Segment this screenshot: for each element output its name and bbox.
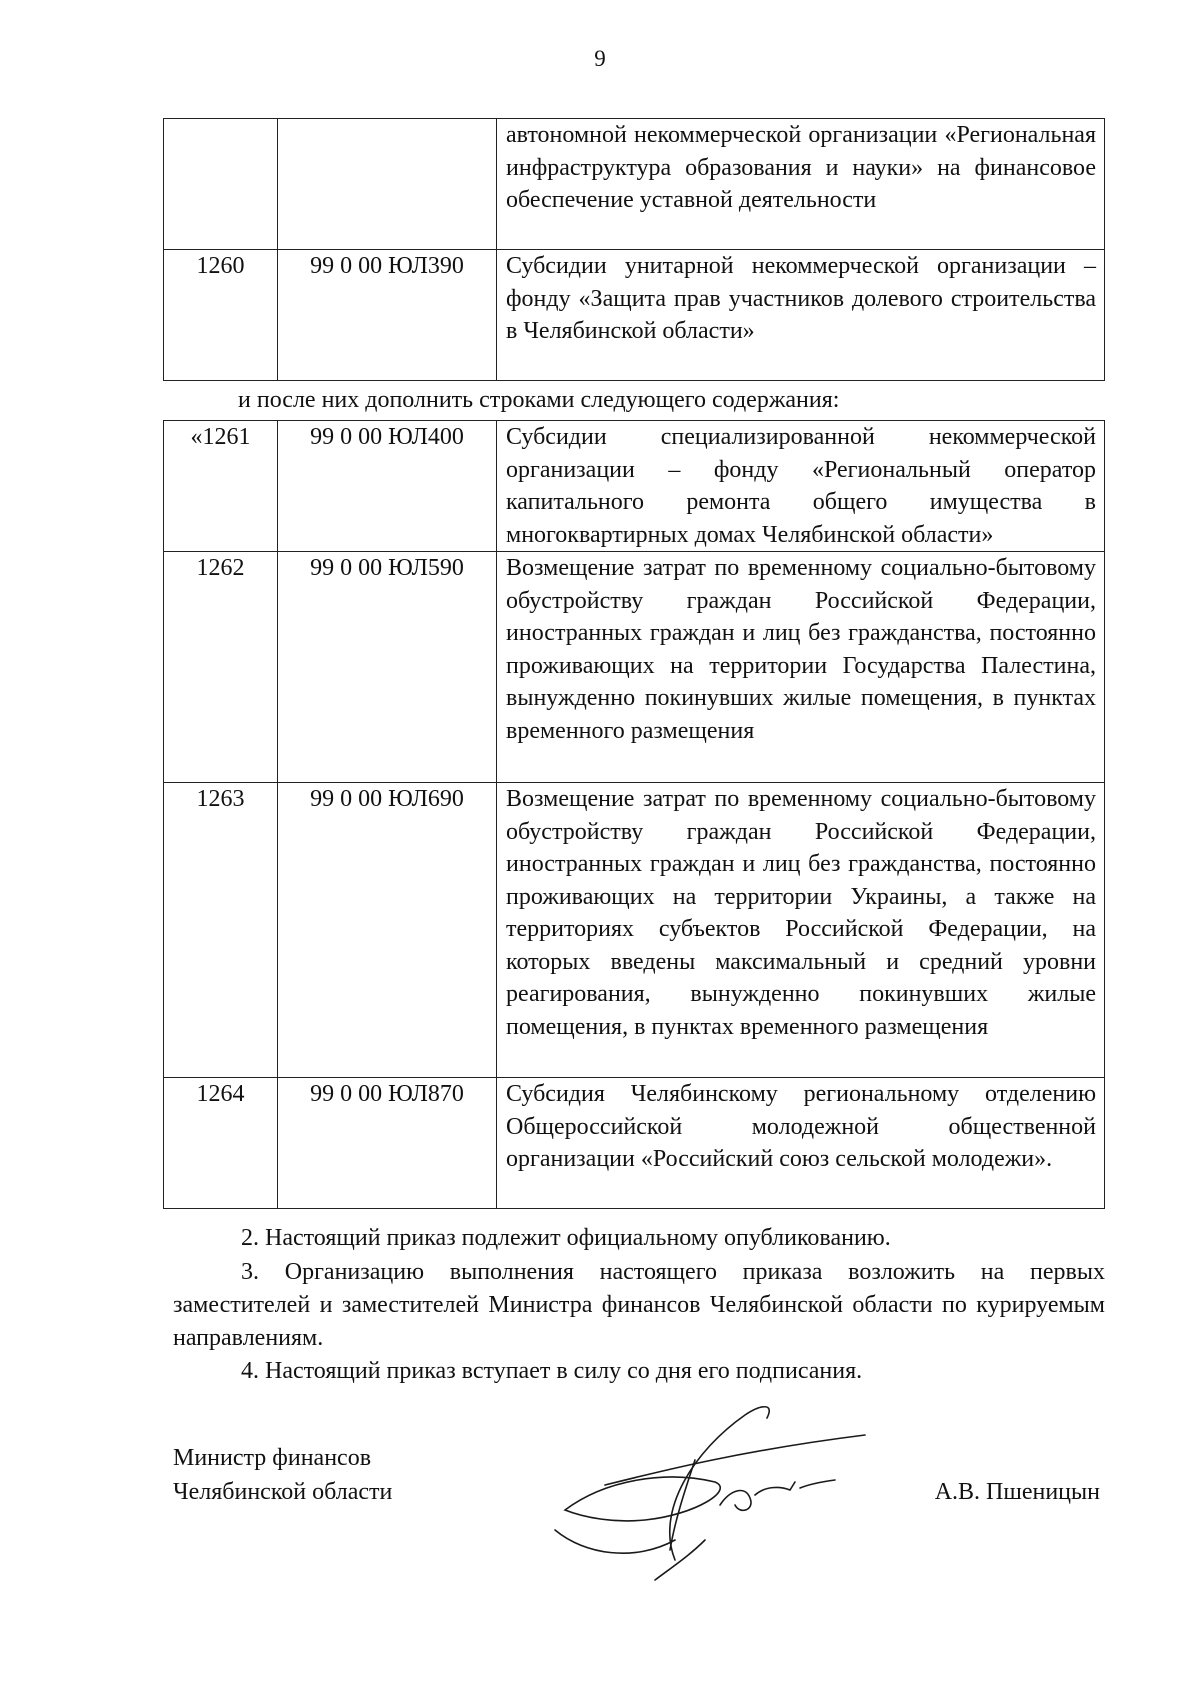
budget-table-continued [163,118,1105,381]
connector-text: и после них дополнить строками следующего содержания: [238,387,840,413]
classification-code-cell: 99 0 00 ЮЛ590 [278,552,497,783]
signatory-position-line1: Министр финансов [173,1445,372,1471]
row-number-cell: «1261 [164,421,278,552]
table-row [164,552,1105,783]
description-cell: Возмещение затрат по временному социально-бытовому обустройству граждан Российской Федерации, иностранных граждан и лиц без гражданства, постоянно проживающих на территории Государства Палестина, вынужденно покинувших жилые помещения, в пунктах временного размещения [497,552,1105,783]
table-row [164,1078,1105,1209]
classification-code-cell [278,119,497,250]
row-number-cell: 1260 [164,250,278,381]
row-number-cell: 1262 [164,552,278,783]
classification-code-cell: 99 0 00 ЮЛ390 [278,250,497,381]
description-cell: Возмещение затрат по временному социально-бытовому обустройству граждан Российской Федерации, иностранных граждан и лиц без гражданства, постоянно проживающих на территории Украины, а также на территориях субъектов Российской Федерации, на которых введены максимальный и средний уровни реагирования, вынужденно покинувших жилые помещения, в пунктах временного размещения [497,783,1105,1078]
table-row [164,119,1105,250]
paragraph-effective-date: 4. Настоящий приказ вступает в силу со дня его подписания. [241,1358,863,1384]
row-number-cell [164,119,278,250]
classification-code-cell: 99 0 00 ЮЛ870 [278,1078,497,1209]
signatory-position-line2: Челябинской области [173,1479,393,1505]
signatory-name: А.В. Пшеницын [934,1479,1100,1505]
description-cell: Субсидии унитарной некоммерческой организации – фонду «Защита прав участников долевого строительства в Челябинской области» [497,250,1105,381]
budget-table-additions [163,420,1105,1209]
paragraph-execution: 3. Организацию выполнения настоящего приказа возложить на первых заместителей и заместителей Министра финансов Челябинской области по курируемым направлениям. [173,1259,1105,1351]
paragraph-publication: 2. Настоящий приказ подлежит официальному опубликованию. [241,1225,891,1251]
table-row [164,250,1105,381]
handwritten-signature [545,1390,905,1590]
page-number: 9 [594,46,606,71]
classification-code-cell: 99 0 00 ЮЛ690 [278,783,497,1078]
signatory-position [173,1441,392,1509]
description-cell: Субсидия Челябинскому региональному отделению Общероссийской молодежной общественной организации «Российский союз сельской молодежи». [497,1078,1105,1209]
row-number-cell: 1264 [164,1078,278,1209]
classification-code-cell: 99 0 00 ЮЛ400 [278,421,497,552]
table-row [164,421,1105,552]
table-row [164,783,1105,1078]
description-cell: Субсидии специализированной некоммерческой организации – фонду «Региональный оператор капитального ремонта общего имущества в многоквартирных домах Челябинской области» [497,421,1105,552]
row-number-cell: 1263 [164,783,278,1078]
description-cell: автономной некоммерческой организации «Региональная инфраструктура образования и науки» на финансовое обеспечение уставной деятельности [497,119,1105,250]
